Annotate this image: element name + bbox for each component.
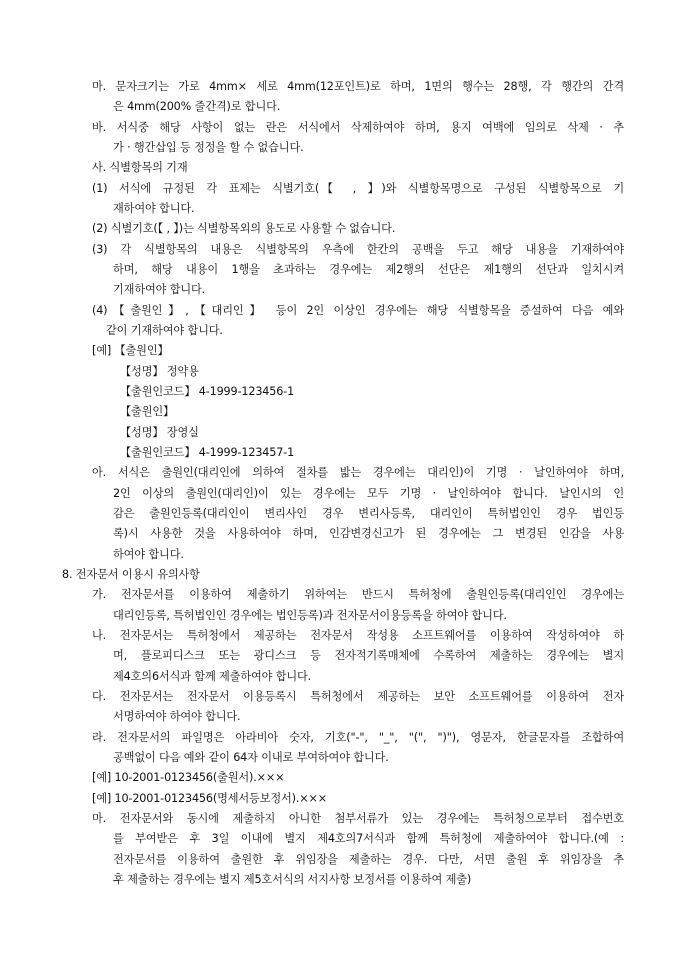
filename-example-2: [예] 10-2001-0123456(명세서등보정서).××× [92, 792, 327, 805]
item-ma2-line-4: 후 제출하는 경우에는 별지 제5호서식의 서지사항 보정서를 이용하여 제출) [113, 873, 472, 886]
item-da-line-2: 서명하여야 하여야 합니다. [113, 710, 241, 723]
item-na-line-2: 며, 플로피디스크 또는 광디스크 등 전자적기록매체에 수록하여 제출하는 경우에는 별지 [113, 649, 624, 662]
item-na-line-1: 나. 전자문서는 특허청에서 제공하는 전자문서 작성용 소프트웨어를 이용하여 작성하여야 하 [92, 629, 624, 642]
example-applicant-2: 【출원인】 [120, 405, 175, 418]
filename-example-1: [예] 10-2001-0123456(출원서).××× [92, 771, 285, 784]
section-8-heading: 8. 전자문서 이용시 유의사항 [62, 568, 200, 581]
example-label: [예] 【출원인】 [92, 344, 169, 357]
example-code-1: 【출원인코드】 4-1999-123456-1 [120, 385, 295, 398]
item-a-text-line-4: 록)시 사용한 것을 사용하여야 하며, 인감변경신고가 된 경우에는 그 변경된 인감을 사용 [113, 527, 624, 540]
sub-item-3-line-2: 하며, 해당 내용이 1행을 초과하는 경우에는 제2행의 선단은 제1행의 선단과 일치시켜 [113, 263, 624, 276]
example-name-2: 【성명】 장영실 [120, 426, 199, 439]
item-a-text-line-1: 아. 서식은 출원인(대리인에 의하여 절차를 밟는 경우에는 대리인)이 기명 · 날인하여야 하며, [92, 466, 624, 479]
item-sa-heading: 사. 식별항목의 기재 [92, 161, 188, 174]
item-ma2-line-3: 전자문서를 이용하여 출원한 후 위임장을 제출하는 경우. 다만, 서면 출원 후 위임장을 추 [113, 853, 624, 866]
item-a-text-line-2: 2인 이상의 출원인(대리인)이 있는 경우에는 모두 기명 · 날인하여야 합니다. 날인시의 인 [113, 487, 624, 500]
sub-item-1-line-1: (1) 서식에 규정된 각 표제는 식별기호(【 , 】)와 식별항목명으로 구성된 식별항목으로 기 [92, 182, 624, 195]
sub-item-3-line-1: (3) 각 식별항목의 내용은 식별항목의 우측에 한칸의 공백을 두고 해당 내용을 기재하여야 [92, 243, 624, 256]
sub-item-3-line-3: 기재하여야 합니다. [113, 283, 206, 296]
example-code-2: 【출원인코드】 4-1999-123457-1 [120, 446, 295, 459]
item-ba-text-line-2: 가 · 행간삽입 등 정정을 할 수 없습니다. [113, 141, 304, 154]
item-a-text-line-5: 하여야 합니다. [113, 548, 184, 561]
sub-item-4-line-2: 같이 기재하여야 합니다. [106, 324, 223, 337]
item-ra-line-2: 공백없이 다음 예와 같이 64자 이내로 부여하여야 합니다. [113, 751, 389, 764]
sub-item-2-line-1: (2) 식별기호(【 , 】)는 식별항목외의 용도로 사용할 수 없습니다. [92, 222, 396, 235]
item-ma-text-line-1: 마. 문자크기는 가로 4mm× 세로 4mm(12포인트)로 하며, 1면의 행수는 28행, 각 행간의 간격 [92, 80, 624, 93]
item-ma2-line-2: 를 부여받은 후 3일 이내에 별지 제4호의7서식과 함께 특허청에 제출하여야 합니다.(예 : [113, 832, 624, 845]
example-name-1: 【성명】 정약용 [120, 365, 199, 378]
item-ga-line-1: 가. 전자문서를 이용하여 제출하기 위하여는 반드시 특허청에 출원인등록(대리인인 경우에는 [92, 588, 624, 601]
item-ma2-line-1: 마. 전자문서와 동시에 제출하지 아니한 첨부서류가 있는 경우에는 특허청으로부터 접수번호 [92, 812, 624, 825]
item-ga-line-2: 대리인등록, 특허법인인 경우에는 법인등록)과 전자문서이용등록을 하여야 합니다. [113, 609, 507, 622]
item-da-line-1: 다. 전자문서는 전자문서 이용등록시 특허청에서 제공하는 보안 소프트웨어를 이용하여 전자 [92, 690, 624, 703]
item-ba-text-line-1: 바. 서식중 해당 사항이 없는 란은 서식에서 삭제하여야 하며, 용지 여백에 임의로 삭제 · 추 [92, 121, 624, 134]
item-ma-text-line-2: 은 4mm(200% 줄간격)로 합니다. [113, 100, 281, 113]
item-ra-line-1: 라. 전자문서의 파일명은 아라비아 숫자, 기호("-", "_", "(", ")"), 영문자, 한글문자를 조합하여 [92, 731, 624, 744]
item-na-line-3: 제4호의6서식과 함께 제출하여야 합니다. [113, 670, 312, 683]
sub-item-1-line-2: 재하여야 합니다. [113, 202, 195, 215]
item-a-text-line-3: 감은 출원인등록(대리인이 변리사인 경우 변리사등록, 대리인이 특허법인인 경우 법인등 [113, 507, 624, 520]
sub-item-4-line-1: (4)【출원인】,【대리인】 등이 2인 이상인 경우에는 해당 식별항목을 증설하여 다음 예와 [92, 304, 624, 317]
